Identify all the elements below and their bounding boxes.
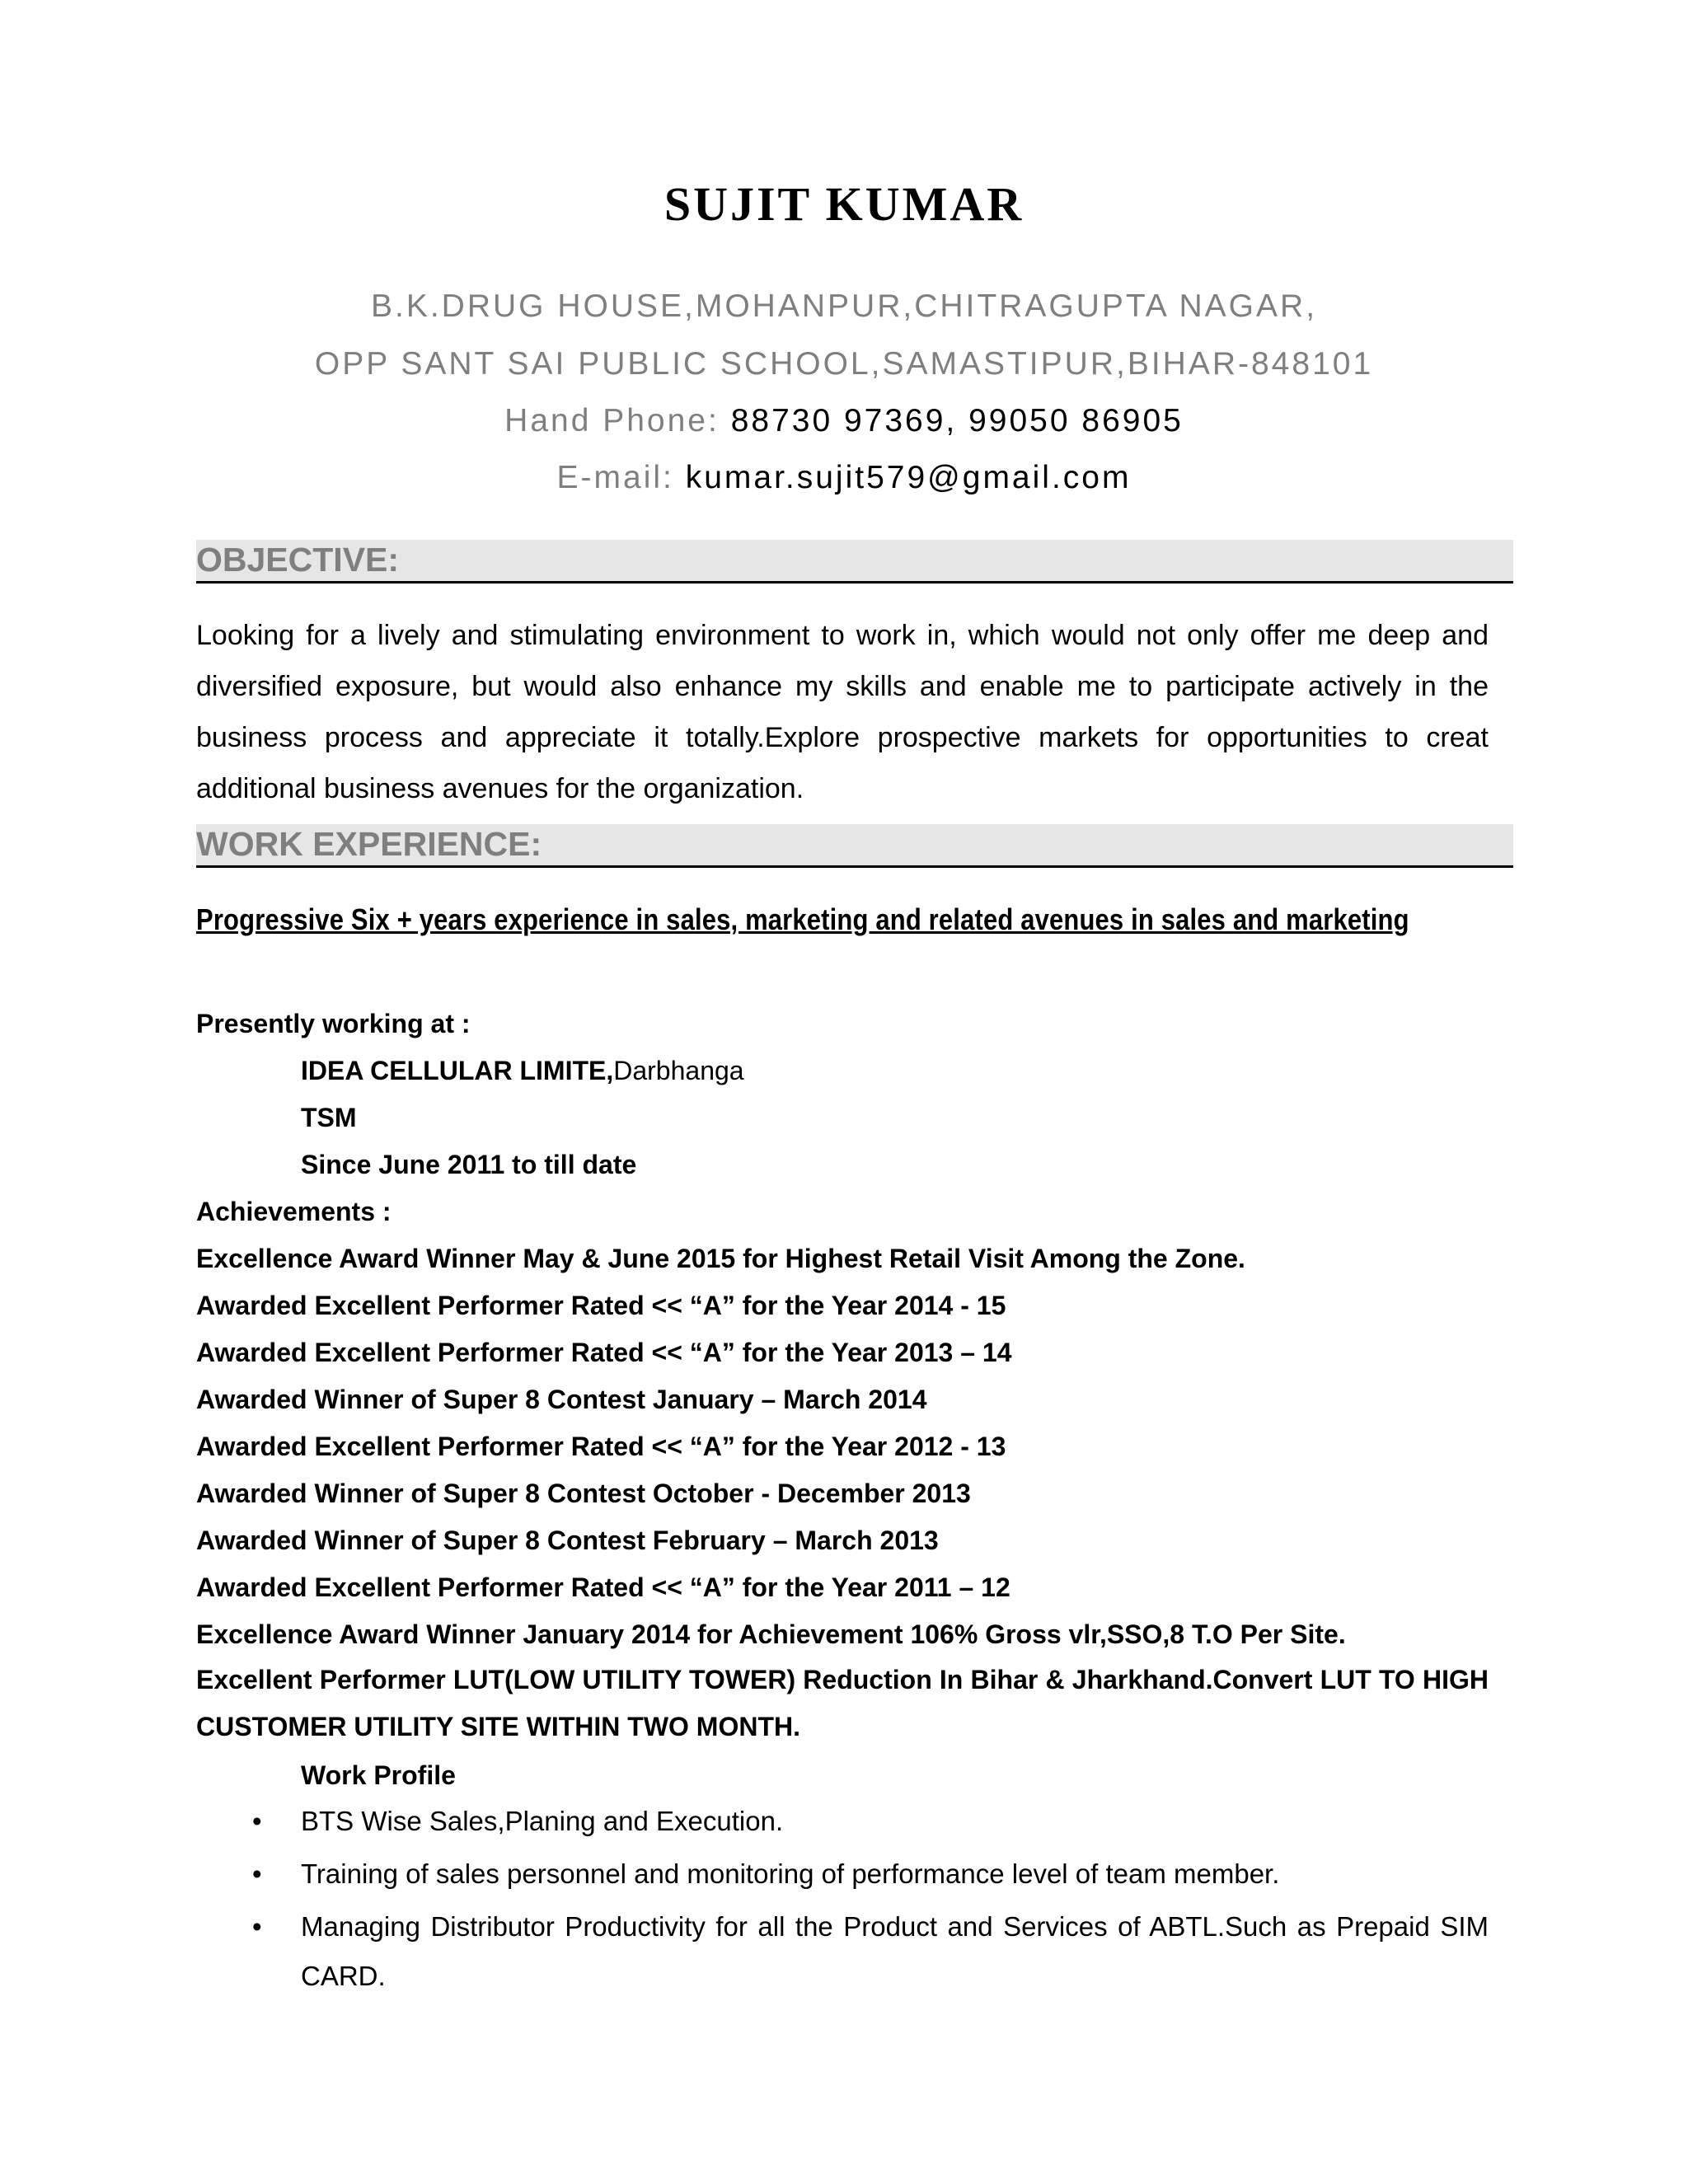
achievement-item: Awarded Excellent Performer Rated << “A” for the Year 2012 - 13 xyxy=(196,1432,1006,1461)
list-item xyxy=(196,1797,1489,1846)
candidate-name: SUJIT KUMAR xyxy=(663,177,1025,231)
job-role: TSM xyxy=(301,1103,357,1132)
list-item xyxy=(196,1849,1489,1899)
bullet-icon: • xyxy=(252,1858,262,1889)
achievement-item: Excellence Award Winner January 2014 for Achievement 106% Gross vlr,SSO,8 T.O Per Site. xyxy=(196,1619,1346,1649)
job-since: Since June 2011 to till date xyxy=(301,1150,637,1179)
phone-value: 88730 97369, 99050 86905 xyxy=(730,403,1184,438)
work-profile-label: Work Profile xyxy=(301,1760,456,1790)
achievement-item-long: Excellent Performer LUT(LOW UTILITY TOWER) Reduction In Bihar & Jharkhand.Convert LUT TO HIGH CUSTOMER UTILITY SITE WITHIN TWO MONTH. xyxy=(196,1665,1489,1741)
achievement-item: Awarded Winner of Super 8 Contest October - December 2013 xyxy=(196,1479,971,1508)
company-place: Darbhanga xyxy=(613,1056,744,1085)
bullet-icon: • xyxy=(252,1911,262,1942)
profile-item-text: Training of sales personnel and monitoring of performance level of team member. xyxy=(301,1858,1280,1889)
achievements-label: Achievements : xyxy=(196,1197,392,1226)
list-item xyxy=(196,1902,1489,2001)
company-line xyxy=(301,1056,744,1086)
address-line-2: OPP SANT SAI PUBLIC SCHOOL,SAMASTIPUR,BIHAR-848101 xyxy=(314,346,1374,382)
presently-working-label: Presently working at : xyxy=(196,1009,471,1038)
bullet-icon: • xyxy=(252,1806,262,1836)
achievement-item: Excellence Award Winner May & June 2015 for Highest Retail Visit Among the Zone. xyxy=(196,1244,1245,1273)
objective-section-header xyxy=(196,540,1513,583)
achievement-item: Awarded Excellent Performer Rated << “A” for the Year 2014 - 15 xyxy=(196,1291,1006,1320)
profile-item-text: Managing Distributor Productivity for all the Product and Services of ABTL.Such as Prepaid SIM CARD. xyxy=(301,1911,1489,1991)
achievement-item: Awarded Winner of Super 8 Contest January – March 2014 xyxy=(196,1385,927,1414)
address-line-1: B.K.DRUG HOUSE,MOHANPUR,CHITRAGUPTA NAGAR, xyxy=(370,288,1318,324)
email-label: E-mail: xyxy=(556,460,674,495)
phone-line xyxy=(0,403,1688,439)
achievement-item: Awarded Excellent Performer Rated << “A” for the Year 2013 – 14 xyxy=(196,1338,1012,1367)
email-line xyxy=(0,460,1688,496)
work-experience-heading: WORK EXPERIENCE: xyxy=(196,825,542,863)
experience-tagline: Progressive Six + years experience in sales, marketing and related avenues in sales and marketing xyxy=(196,902,1409,936)
work-experience-section-header xyxy=(196,824,1513,868)
achievement-item: Awarded Winner of Super 8 Contest February – March 2013 xyxy=(196,1526,939,1555)
company-name: IDEA CELLULAR LIMITE, xyxy=(301,1056,614,1085)
objective-heading: OBJECTIVE: xyxy=(196,541,400,579)
achievement-item: Awarded Excellent Performer Rated << “A” for the Year 2011 – 12 xyxy=(196,1572,1010,1602)
objective-text: Looking for a lively and stimulating environment to work in, which would not only offer me deep and diversified exposure, but would also enhance my skills and enable me to participate actively in the business process and appreciate it totally.Explore prospective markets for opportunities to creat additional business avenues for the organization. xyxy=(196,620,1489,804)
work-profile-list xyxy=(196,1797,1489,2004)
profile-item-text: BTS Wise Sales,Planing and Execution. xyxy=(301,1806,784,1836)
phone-label: Hand Phone: xyxy=(504,403,720,438)
email-value: kumar.sujit579@gmail.com xyxy=(685,460,1132,495)
